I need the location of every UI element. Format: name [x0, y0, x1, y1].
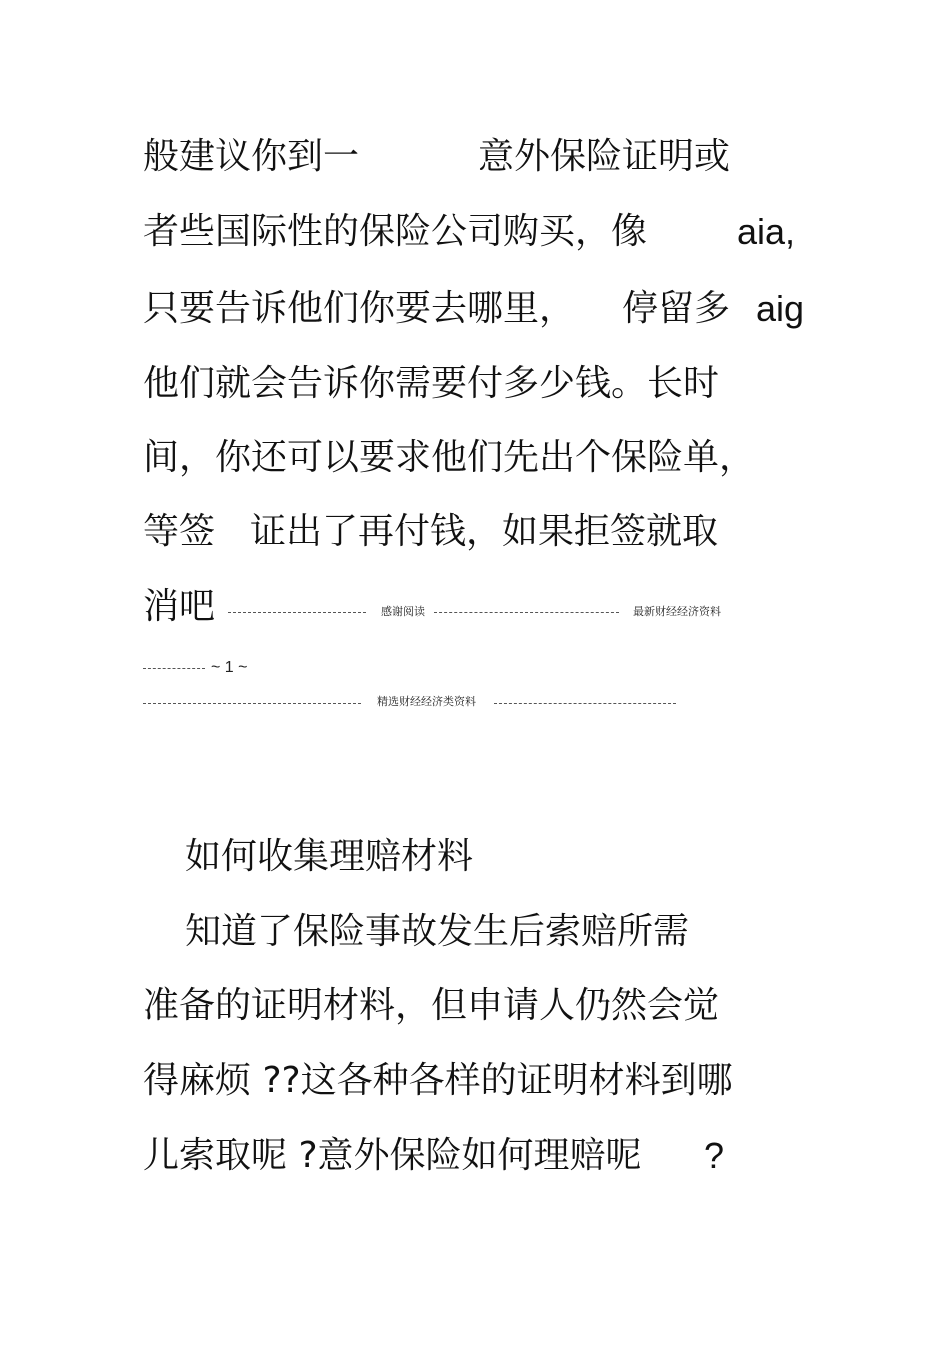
text-line-6-part-a: 等签	[143, 511, 216, 552]
page-number: ~ 1 ~	[211, 659, 248, 676]
text-line-1-part-b: 意外保险证明或	[478, 136, 731, 177]
text-line-2	[0, 210, 950, 254]
text-line-3-part-b: 停留多	[622, 288, 731, 329]
header-dash-2	[494, 703, 676, 704]
text-line-3-part-a: 只要告诉他们你要去哪里，	[143, 288, 576, 329]
section-heading-text: 如何收集理赔材料	[185, 836, 474, 877]
paragraph-line-1	[0, 910, 950, 954]
paragraph-line-2	[0, 984, 950, 1028]
text-line-4-text: 他们就会告诉你需要付多少钱。长时	[143, 363, 720, 404]
paragraph-line-2-text: 准备的证明材料，但申请人仍然会觉	[143, 985, 720, 1026]
text-line-1-part-a: 般建议你到一	[143, 136, 360, 177]
paragraph-line-4-text: 儿索取呢 ?意外保险如何理赔呢	[143, 1135, 642, 1176]
text-line-6-part-b: 证出了再付钱，如果拒签就取	[250, 511, 719, 552]
header-dash-1	[143, 703, 361, 704]
section-heading	[0, 835, 950, 879]
paragraph-line-3-text: 得麻烦 ??这各种各样的证明材料到哪	[143, 1060, 733, 1101]
footer-latest-label: 最新财经经济资料	[633, 605, 721, 618]
text-line-3	[0, 287, 950, 331]
text-line-5-text: 间，你还可以要求他们先出个保险单，	[143, 437, 756, 478]
footer-dash-2	[434, 612, 619, 613]
footer-dash-1	[228, 612, 366, 613]
text-line-4	[0, 362, 950, 406]
text-line-7-text: 消吧	[143, 586, 216, 627]
header-label: 精选财经经济类资料	[377, 695, 476, 708]
text-line-3-part-c: aig	[756, 288, 805, 329]
paragraph-line-1-text: 知道了保险事故发生后索赔所需	[185, 911, 690, 952]
paragraph-line-3	[0, 1059, 950, 1103]
paragraph-line-4-question: ?	[704, 1135, 725, 1176]
text-line-5	[0, 436, 950, 480]
text-line-6	[0, 510, 950, 554]
text-line-2-part-b: aia,	[737, 211, 796, 252]
text-line-7	[0, 585, 950, 629]
text-line-2-part-a: 者些国际性的保险公司购买，像	[143, 211, 648, 252]
text-line-1	[0, 135, 950, 179]
paragraph-line-4	[0, 1134, 950, 1178]
footer-thanks-label: 感谢阅读	[381, 605, 425, 618]
page-number-dash	[143, 668, 205, 669]
